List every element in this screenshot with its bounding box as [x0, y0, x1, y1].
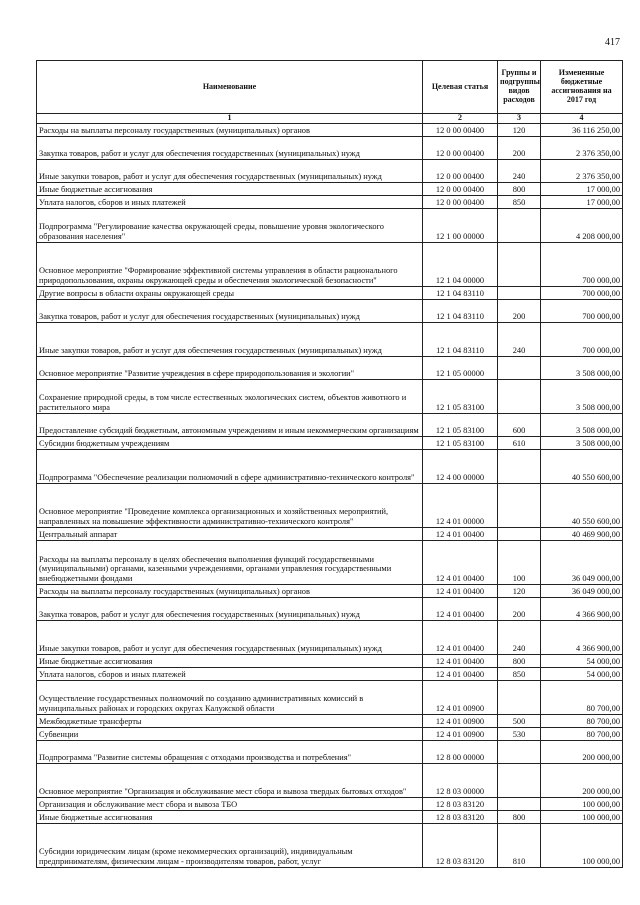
cell-target-article: 12 0 00 00400: [423, 123, 498, 136]
cell-name: Подпрограмма "Развитие системы обращения с отходами производства и потребления": [37, 740, 423, 763]
table-row: [37, 680, 623, 714]
cell-amount: 2 376 350,00: [541, 159, 623, 182]
cell-amount: 3 508 000,00: [541, 379, 623, 413]
cell-name: Субсидии бюджетным учреждениям: [37, 436, 423, 449]
cell-amount: 4 208 000,00: [541, 208, 623, 242]
cell-target-article: 12 8 03 83120: [423, 810, 498, 823]
table-header-row: [37, 61, 623, 114]
cell-name: Основное мероприятие "Формирование эффективной системы управления в области рационального природопользования, охраны окружающей среды и обеспечения экологической безопасности": [37, 242, 423, 286]
cell-name: Другие вопросы в области охраны окружающей среды: [37, 286, 423, 299]
cell-amount: 54 000,00: [541, 654, 623, 667]
table-row: [37, 413, 623, 436]
cell-target-article: 12 8 00 00000: [423, 740, 498, 763]
column-number: 4: [541, 114, 623, 124]
cell-expense-type: [498, 527, 541, 540]
cell-name: Предоставление субсидий бюджетным, автономным учреждениям и иным некоммерческим организациям: [37, 413, 423, 436]
cell-target-article: 12 4 01 00400: [423, 540, 498, 584]
cell-amount: 80 700,00: [541, 714, 623, 727]
cell-expense-type: 610: [498, 436, 541, 449]
cell-amount: 700 000,00: [541, 286, 623, 299]
cell-target-article: 12 4 01 00400: [423, 597, 498, 620]
cell-expense-type: 200: [498, 597, 541, 620]
table-row: [37, 667, 623, 680]
header-target-article: Целевая статья: [423, 61, 498, 114]
cell-name: Основное мероприятие "Проведение комплекса организационных и хозяйственных мероприятий, направленных на повышение эффективности административно-технического контроля": [37, 483, 423, 527]
header-expense-groups: Группы и подгруппы видов расходов: [498, 61, 541, 114]
cell-amount: 80 700,00: [541, 727, 623, 740]
cell-target-article: 12 1 05 83100: [423, 436, 498, 449]
cell-expense-type: 850: [498, 195, 541, 208]
cell-amount: 3 508 000,00: [541, 356, 623, 379]
cell-expense-type: [498, 286, 541, 299]
cell-expense-type: [498, 208, 541, 242]
cell-name: Осуществление государственных полномочий по созданию административных комиссий в муниципальных районах и городских округах Калужской области: [37, 680, 423, 714]
cell-target-article: 12 1 05 00000: [423, 356, 498, 379]
cell-amount: 3 508 000,00: [541, 436, 623, 449]
table-row: [37, 136, 623, 159]
cell-expense-type: 240: [498, 159, 541, 182]
cell-target-article: 12 4 01 00900: [423, 680, 498, 714]
table-row: [37, 740, 623, 763]
cell-expense-type: 240: [498, 322, 541, 356]
table-row: [37, 620, 623, 654]
cell-amount: 54 000,00: [541, 667, 623, 680]
column-number: 3: [498, 114, 541, 124]
table-row: [37, 208, 623, 242]
column-number: 1: [37, 114, 423, 124]
cell-target-article: 12 8 03 83120: [423, 823, 498, 867]
cell-name: Центральный аппарат: [37, 527, 423, 540]
cell-expense-type: 810: [498, 823, 541, 867]
cell-target-article: 12 1 04 83110: [423, 322, 498, 356]
cell-expense-type: [498, 763, 541, 797]
table-row: [37, 182, 623, 195]
cell-expense-type: [498, 379, 541, 413]
cell-target-article: 12 8 03 83120: [423, 797, 498, 810]
cell-amount: 100 000,00: [541, 810, 623, 823]
cell-target-article: 12 8 03 00000: [423, 763, 498, 797]
cell-expense-type: 200: [498, 299, 541, 322]
cell-amount: 700 000,00: [541, 299, 623, 322]
table-row: [37, 763, 623, 797]
cell-name: Организация и обслуживание мест сбора и вывоза ТБО: [37, 797, 423, 810]
cell-name: Иные закупки товаров, работ и услуг для обеспечения государственных (муниципальных) нужд: [37, 620, 423, 654]
cell-target-article: 12 0 00 00400: [423, 159, 498, 182]
table-row: [37, 483, 623, 527]
cell-expense-type: 800: [498, 654, 541, 667]
cell-target-article: 12 1 04 83110: [423, 299, 498, 322]
table-row: [37, 810, 623, 823]
cell-target-article: 12 1 04 83110: [423, 286, 498, 299]
cell-name: Закупка товаров, работ и услуг для обеспечения государственных (муниципальных) нужд: [37, 597, 423, 620]
cell-name: Основное мероприятие "Развитие учреждения в сфере природопользования и экологии": [37, 356, 423, 379]
cell-expense-type: 500: [498, 714, 541, 727]
cell-name: Иные бюджетные ассигнования: [37, 654, 423, 667]
table-row: [37, 356, 623, 379]
cell-name: Субвенции: [37, 727, 423, 740]
cell-target-article: 12 4 01 00400: [423, 667, 498, 680]
table-row: [37, 322, 623, 356]
cell-name: Расходы на выплаты персоналу государственных (муниципальных) органов: [37, 584, 423, 597]
table-row: [37, 823, 623, 867]
cell-name: Субсидии юридическим лицам (кроме некоммерческих организаций), индивидуальным предпринимателям, физическим лицам - производителям товаров, работ, услуг: [37, 823, 423, 867]
cell-amount: 100 000,00: [541, 823, 623, 867]
table-row: [37, 436, 623, 449]
cell-name: Расходы на выплаты персоналу государственных (муниципальных) органов: [37, 123, 423, 136]
cell-target-article: 12 4 01 00000: [423, 483, 498, 527]
cell-expense-type: [498, 680, 541, 714]
cell-target-article: 12 0 00 00400: [423, 136, 498, 159]
budget-table: [36, 60, 623, 868]
cell-amount: 17 000,00: [541, 182, 623, 195]
cell-target-article: 12 4 00 00000: [423, 449, 498, 483]
cell-amount: 17 000,00: [541, 195, 623, 208]
page-number: 417: [605, 37, 620, 48]
cell-amount: 80 700,00: [541, 680, 623, 714]
cell-target-article: 12 4 01 00400: [423, 654, 498, 667]
cell-name: Иные закупки товаров, работ и услуг для обеспечения государственных (муниципальных) нужд: [37, 159, 423, 182]
cell-expense-type: 850: [498, 667, 541, 680]
cell-expense-type: [498, 740, 541, 763]
cell-expense-type: [498, 483, 541, 527]
cell-amount: 2 376 350,00: [541, 136, 623, 159]
cell-amount: 4 366 900,00: [541, 597, 623, 620]
cell-name: Уплата налогов, сборов и иных платежей: [37, 195, 423, 208]
table-row: [37, 286, 623, 299]
cell-target-article: 12 4 01 00900: [423, 714, 498, 727]
cell-target-article: 12 1 00 00000: [423, 208, 498, 242]
cell-expense-type: 800: [498, 182, 541, 195]
cell-target-article: 12 0 00 00400: [423, 182, 498, 195]
column-number-row: [37, 114, 623, 124]
cell-amount: 40 550 600,00: [541, 483, 623, 527]
table-row: [37, 299, 623, 322]
cell-target-article: 12 4 01 00400: [423, 527, 498, 540]
cell-expense-type: 120: [498, 584, 541, 597]
cell-name: Уплата налогов, сборов и иных платежей: [37, 667, 423, 680]
cell-expense-type: 600: [498, 413, 541, 436]
column-number: 2: [423, 114, 498, 124]
cell-amount: 700 000,00: [541, 242, 623, 286]
cell-target-article: 12 1 05 83100: [423, 413, 498, 436]
cell-expense-type: 240: [498, 620, 541, 654]
cell-amount: 100 000,00: [541, 797, 623, 810]
cell-name: Подпрограмма "Регулирование качества окружающей среды, повышение уровня экологического образования населения": [37, 208, 423, 242]
cell-amount: 200 000,00: [541, 763, 623, 797]
cell-expense-type: 800: [498, 810, 541, 823]
table-row: [37, 727, 623, 740]
cell-amount: 36 049 000,00: [541, 540, 623, 584]
cell-name: Закупка товаров, работ и услуг для обеспечения государственных (муниципальных) нужд: [37, 299, 423, 322]
table-row: [37, 540, 623, 584]
cell-amount: 3 508 000,00: [541, 413, 623, 436]
cell-expense-type: 120: [498, 123, 541, 136]
table-row: [37, 527, 623, 540]
cell-amount: 36 049 000,00: [541, 584, 623, 597]
cell-name: Подпрограмма "Обеспечение реализации полномочий в сфере административно-технического контроля": [37, 449, 423, 483]
header-amount: Измененные бюджетные ассигнования на 2017 год: [541, 61, 623, 114]
cell-expense-type: [498, 797, 541, 810]
cell-target-article: 12 4 01 00400: [423, 620, 498, 654]
table-row: [37, 449, 623, 483]
cell-name: Сохранение природной среды, в том числе естественных экологических систем, объектов животного и растительного мира: [37, 379, 423, 413]
cell-name: Расходы на выплаты персоналу в целях обеспечения выполнения функций государственными (муниципальными) органами, казенными учреждениями, органами управления государственными внебюджетными фондами: [37, 540, 423, 584]
table-row: [37, 597, 623, 620]
cell-target-article: 12 1 04 00000: [423, 242, 498, 286]
cell-amount: 40 469 900,00: [541, 527, 623, 540]
cell-expense-type: [498, 242, 541, 286]
cell-expense-type: 530: [498, 727, 541, 740]
cell-name: Межбюджетные трансферты: [37, 714, 423, 727]
cell-name: Иные закупки товаров, работ и услуг для обеспечения государственных (муниципальных) нужд: [37, 322, 423, 356]
table-row: [37, 195, 623, 208]
cell-expense-type: [498, 356, 541, 379]
table-row: [37, 797, 623, 810]
table-row: [37, 584, 623, 597]
cell-target-article: 12 4 01 00900: [423, 727, 498, 740]
cell-name: Закупка товаров, работ и услуг для обеспечения государственных (муниципальных) нужд: [37, 136, 423, 159]
cell-target-article: 12 1 05 83100: [423, 379, 498, 413]
table-row: [37, 654, 623, 667]
table-row: [37, 242, 623, 286]
cell-amount: 700 000,00: [541, 322, 623, 356]
header-name: Наименование: [37, 61, 423, 114]
cell-expense-type: 100: [498, 540, 541, 584]
cell-expense-type: [498, 449, 541, 483]
cell-target-article: 12 4 01 00400: [423, 584, 498, 597]
table-row: [37, 159, 623, 182]
cell-amount: 200 000,00: [541, 740, 623, 763]
table-row: [37, 123, 623, 136]
table-row: [37, 714, 623, 727]
cell-amount: 4 366 900,00: [541, 620, 623, 654]
cell-target-article: 12 0 00 00400: [423, 195, 498, 208]
cell-name: Иные бюджетные ассигнования: [37, 810, 423, 823]
cell-amount: 36 116 250,00: [541, 123, 623, 136]
cell-amount: 40 550 600,00: [541, 449, 623, 483]
cell-name: Иные бюджетные ассигнования: [37, 182, 423, 195]
table-row: [37, 379, 623, 413]
cell-expense-type: 200: [498, 136, 541, 159]
table-body: [37, 123, 623, 867]
cell-name: Основное мероприятие "Организация и обслуживание мест сбора и вывоза твердых бытовых отходов": [37, 763, 423, 797]
